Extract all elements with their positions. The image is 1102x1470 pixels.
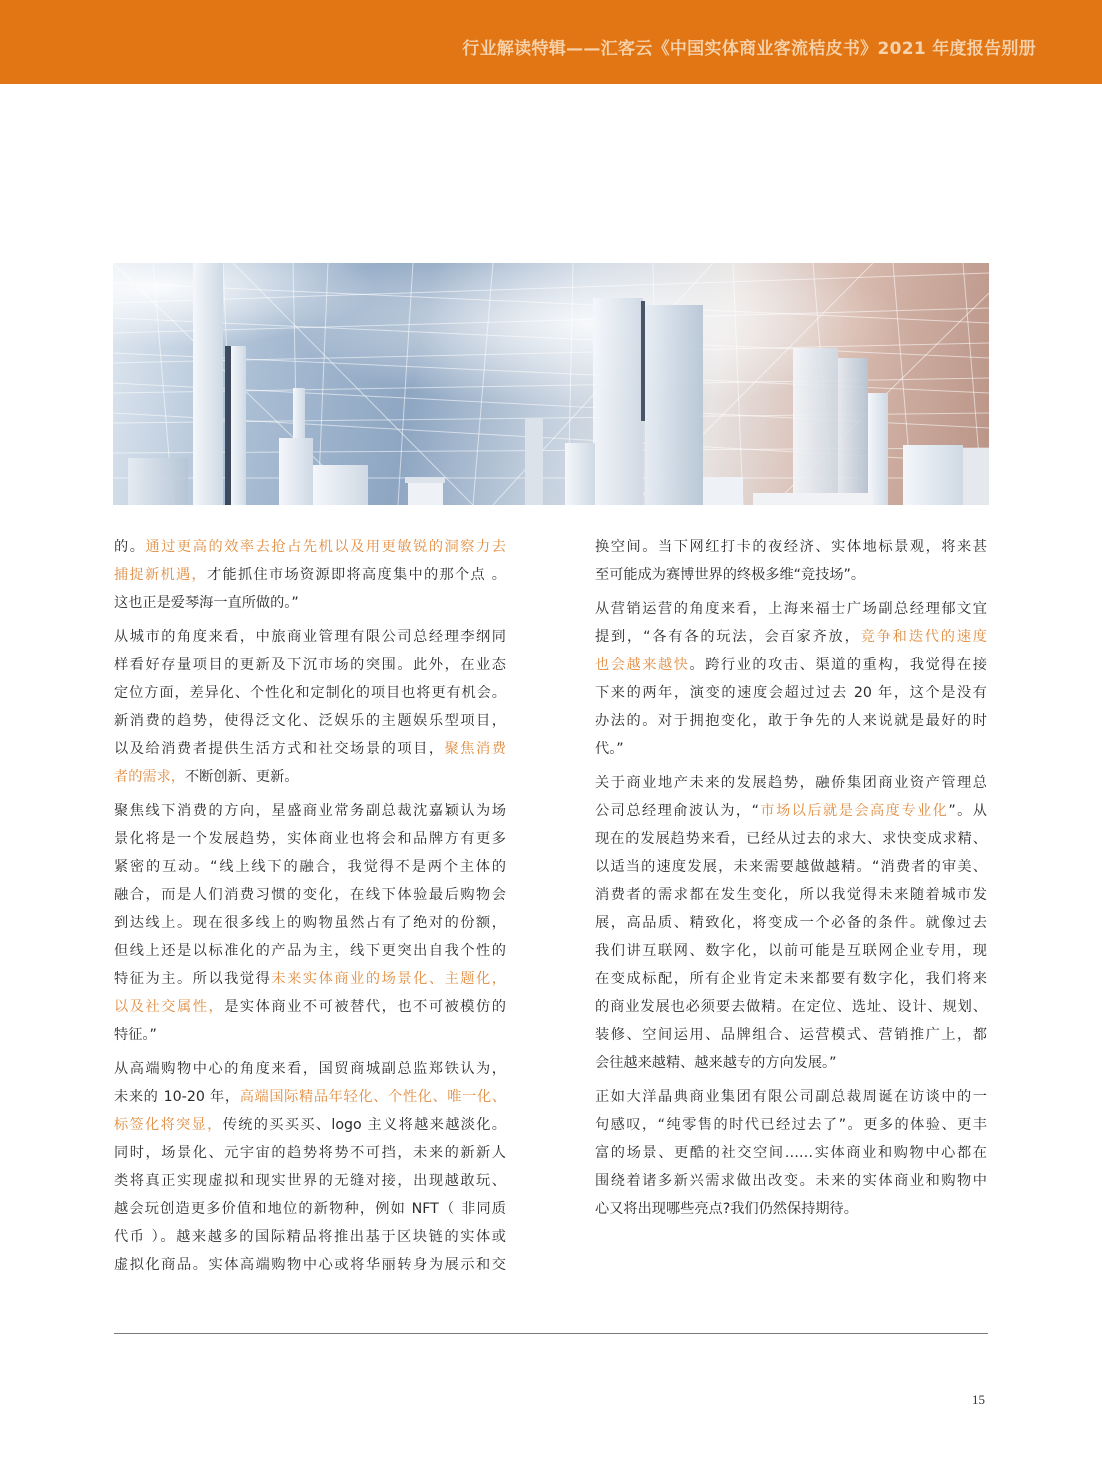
right-column (595, 533, 987, 1229)
text: 以适当的速度发展，未来需要越做越精。“消费者的审美、 (595, 859, 987, 875)
text-line (595, 909, 987, 937)
text-line (595, 707, 987, 735)
footer-divider (114, 1333, 988, 1334)
page-number: 15 (972, 1392, 985, 1407)
city-skyline-illustration (113, 263, 989, 505)
text-line (595, 965, 987, 993)
paragraph (114, 1055, 506, 1279)
text: 装修、空间运用、品牌组合、运营模式、营销推广上，都 (595, 1027, 987, 1043)
text: 定位方面，差异化、个性化和定制化的项目也将更有机会。 (114, 685, 506, 701)
text: 紧密的互动。“线上线下的融合，我觉得不是两个主体的 (114, 859, 506, 875)
text: 未来的 10-20 年， (114, 1089, 240, 1105)
text: 提到，“各有各的玩法，会百家齐放， (595, 629, 861, 645)
text-line (114, 533, 506, 561)
text: 这也正是爱琴海一直所做的。” (114, 595, 299, 611)
paragraph (595, 1083, 987, 1223)
text: 类将真正实现虚拟和现实世界的无缝对接，出现越敢玩、 (114, 1173, 506, 1189)
text: 以及给消费者提供生活方式和社交场景的项目， (114, 741, 445, 757)
text-line (595, 1083, 987, 1111)
text: 我们讲互联网、数字化，以前可能是互联网企业专用，现 (595, 943, 987, 959)
left-column (114, 533, 506, 1285)
hero-image (113, 263, 989, 505)
text-line (114, 937, 506, 965)
text-line (114, 1083, 506, 1111)
text: 从营销运营的角度来看，上海来福士广场副总经理郁文宜 (595, 601, 987, 617)
text: 代币 ）。越来越多的国际精品将推出基于区块链的实体或 (114, 1229, 506, 1245)
text-line (595, 769, 987, 797)
text-line (595, 825, 987, 853)
text-line (595, 533, 987, 561)
highlight-text: 未来实体商业的场景化、主题化， (271, 971, 506, 987)
text-line (595, 881, 987, 909)
header-title: 行业解读特辑——汇客云《中国实体商业客流桔皮书》2021 年度报告别册 (462, 39, 1036, 59)
text-line (595, 735, 987, 763)
text: 展，高品质、精致化，将变成一个必备的条件。就像过去 (595, 915, 987, 931)
text-line (595, 651, 987, 679)
text-line (114, 965, 506, 993)
paragraph (595, 769, 987, 1077)
text-line (114, 1167, 506, 1195)
highlight-text: 者的需求， (114, 769, 185, 785)
text-line (114, 561, 506, 589)
highlight-text: 捕捉新机遇， (114, 567, 207, 583)
text: 特征。” (114, 1027, 157, 1043)
text: 消费者的需求都在发生变化，所以我觉得未来随着城市发 (595, 887, 987, 903)
text-line (114, 1055, 506, 1083)
text: 办法的。对于拥抱变化，敢于争先的人来说就是最好的时 (595, 713, 987, 729)
paragraph (114, 797, 506, 1049)
text: 虚拟化商品。实体高端购物中心或将华丽转身为展示和交 (114, 1257, 506, 1273)
text: 样看好存量项目的更新及下沉市场的突围。此外，在业态 (114, 657, 506, 673)
text: 传统的买买买、logo 主义将越来越淡化。 (222, 1117, 506, 1133)
text-line (595, 1021, 987, 1049)
text-line (595, 595, 987, 623)
text-line (114, 623, 506, 651)
text: 公司总经理俞波认为，“ (595, 803, 759, 819)
text: 到达线上。现在很多线上的购物虽然占有了绝对的份额， (114, 915, 506, 931)
text: 句感叹，“纯零售的时代已经过去了”。更多的体验、更丰 (595, 1117, 987, 1133)
text: 是实体商业不可被替代，也不可被模仿的 (224, 999, 506, 1015)
text: 同时，场景化、元宇宙的趋势将势不可挡，未来的新新人 (114, 1145, 506, 1161)
text-line (114, 763, 506, 791)
text-line (114, 853, 506, 881)
highlight-text: 通过更高的效率去抢占先机以及用更敏锐的洞察力去 (145, 539, 506, 555)
text-line (595, 993, 987, 1021)
paragraph (595, 595, 987, 763)
text: 景化将是一个发展趋势，实体商业也将会和品牌方有更多 (114, 831, 506, 847)
text-line (114, 797, 506, 825)
text-line (114, 1021, 506, 1049)
text: 的。 (114, 539, 146, 555)
text-line (114, 679, 506, 707)
highlight-text: 竞争和迭代的速度 (860, 629, 987, 645)
text-line (595, 853, 987, 881)
text: 下来的两年，演变的速度会超过过去 20 年，这个是没有 (595, 685, 987, 701)
text-line (114, 651, 506, 679)
text-line (595, 561, 987, 589)
text: 从城市的角度来看，中旅商业管理有限公司总经理李纲同 (114, 629, 506, 645)
highlight-text: 高端国际精品年轻化、个性化、唯一化、 (239, 1089, 506, 1105)
text-line (595, 1167, 987, 1195)
text-line (595, 679, 987, 707)
highlight-text: 也会越来越快 (595, 657, 690, 673)
paragraph (114, 623, 506, 791)
text: 围绕着诸多新兴需求做出改变。未来的实体商业和购物中 (595, 1173, 987, 1189)
text-line (595, 1139, 987, 1167)
text: 代。” (595, 741, 624, 757)
paragraph (595, 533, 987, 589)
text: 从高端购物中心的角度来看，国贸商城副总监郑铁认为， (114, 1061, 506, 1077)
text-line (595, 1111, 987, 1139)
text-line (114, 825, 506, 853)
text: 心又将出现哪些亮点?我们仍然保持期待。 (595, 1201, 858, 1217)
text-line (114, 993, 506, 1021)
text: 换空间。当下网红打卡的夜经济、实体地标景观，将来甚 (595, 539, 987, 555)
text-line (595, 1195, 987, 1223)
text: 现在的发展趋势来看，已经从过去的求大、求快变成求精、 (595, 831, 987, 847)
highlight-text: 聚焦消费 (444, 741, 506, 757)
text: 。跨行业的攻击、渠道的重构，我觉得在接 (689, 657, 987, 673)
text-line (114, 1111, 506, 1139)
text-line (114, 881, 506, 909)
text-line (114, 1195, 506, 1223)
text: 越会玩创造更多价值和地位的新物种，例如 NFT（ 非同质 (114, 1201, 506, 1217)
text: ”。从 (948, 803, 987, 819)
highlight-text: 以及社交属性， (114, 999, 225, 1015)
text-line (114, 707, 506, 735)
text: 不断创新、更新。 (184, 769, 299, 785)
text-line (595, 1049, 987, 1077)
text: 聚焦线下消费的方向，星盛商业常务副总裁沈嘉颖认为场 (114, 803, 506, 819)
text: 融合，而是人们消费习惯的变化，在线下体验最后购物会 (114, 887, 506, 903)
text-line (114, 589, 506, 617)
text: 才能抓住市场资源即将高度集中的那个点 。 (207, 567, 506, 583)
text: 正如大洋晶典商业集团有限公司副总裁周诞在访谈中的一 (595, 1089, 987, 1105)
text-line (114, 735, 506, 763)
text-line (114, 1251, 506, 1279)
text-line (595, 623, 987, 651)
text: 关于商业地产未来的发展趋势，融侨集团商业资产管理总 (595, 775, 987, 791)
text: 至可能成为赛博世界的终极多维“竞技场”。 (595, 567, 866, 583)
text-line (114, 909, 506, 937)
paragraph (114, 533, 506, 617)
text-line (595, 797, 987, 825)
text: 在变成标配，所有企业肯定未来都要有数字化，我们将来 (595, 971, 987, 987)
text: 特征为主。所以我觉得 (114, 971, 272, 987)
text: 新消费的趋势，使得泛文化、泛娱乐的主题娱乐型项目， (114, 713, 506, 729)
text-line (595, 937, 987, 965)
text: 但线上还是以标准化的产品为主，线下更突出自我个性的 (114, 943, 506, 959)
highlight-text: 市场以后就是会高度专业化 (758, 803, 949, 819)
text: 的商业发展也必须要去做精。在定位、选址、设计、规划、 (595, 999, 987, 1015)
header-bar (0, 0, 1102, 84)
text-line (114, 1223, 506, 1251)
highlight-text: 标签化将突显， (114, 1117, 223, 1133)
text: 富的场景、更酷的社交空间……实体商业和购物中心都在 (595, 1145, 987, 1161)
text: 会往越来越精、越来越专的方向发展。” (595, 1055, 837, 1071)
text-line (114, 1139, 506, 1167)
